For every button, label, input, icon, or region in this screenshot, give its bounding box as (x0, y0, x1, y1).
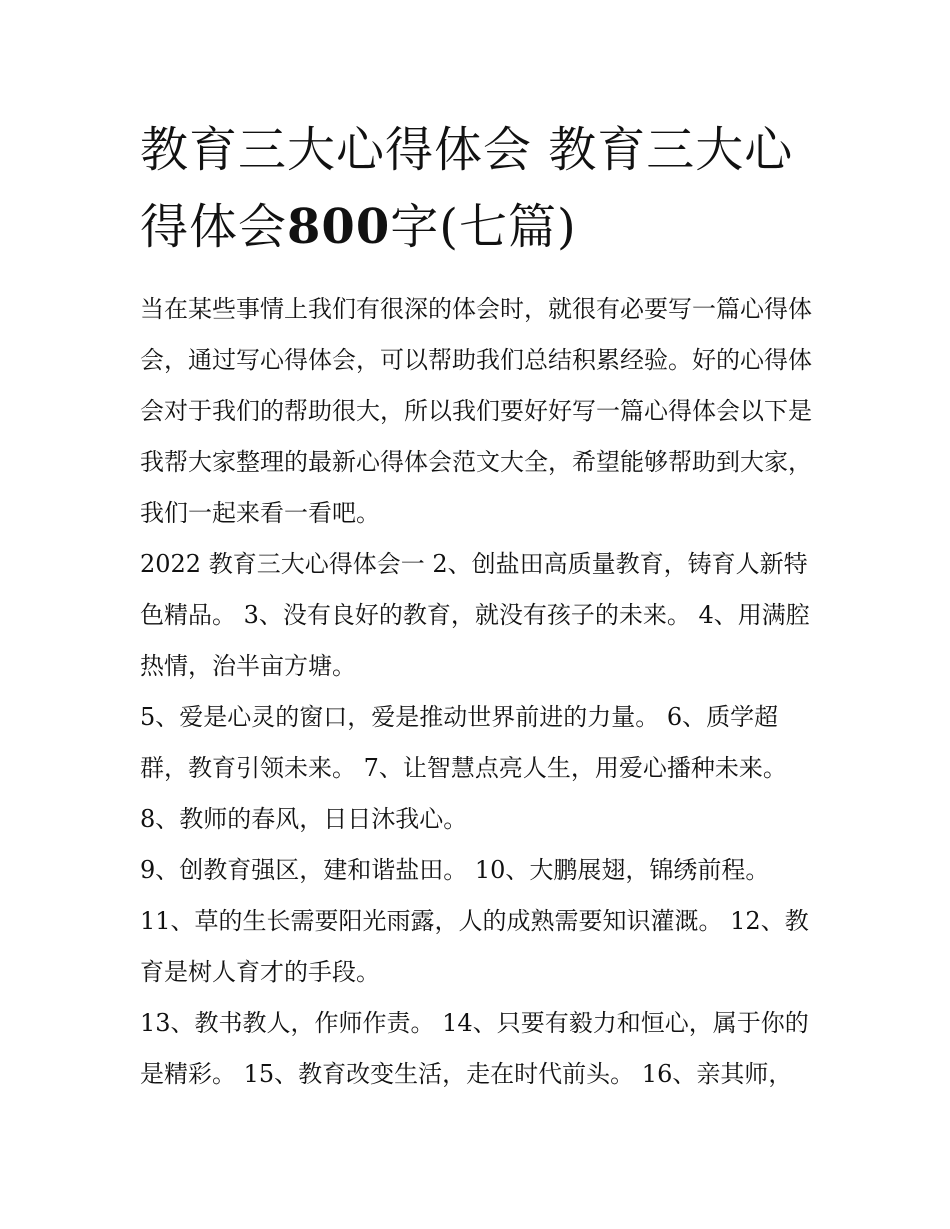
body-paragraph: 5、爱是心灵的窗口，爱是推动世界前进的力量。 6、质学超群，教育引领未来。 7、让智慧点亮人生，用爱心播种未来。 (140, 703, 787, 782)
title-number: 800 (287, 199, 391, 255)
title-suffix: 字(七篇) (390, 199, 577, 255)
body-paragraph: 13、教书教人，作师作责。 14、只要有毅力和恒心，属于你的是精彩。 15、教育改变生活，走在时代前头。 16、亲其师， (140, 1009, 809, 1088)
title-text: 教育三大心得体会 教育三大心得体会 (140, 122, 794, 255)
document-page (140, 112, 812, 1100)
document-title (140, 112, 812, 266)
intro-paragraph: 当在某些事情上我们有很深的体会时，就很有必要写一篇心得体会，通过写心得体会，可以帮助我们总结积累经验。好的心得体会对于我们的帮助很大，所以我们要好好写一篇心得体会以下是我帮大家整理的最新心得体会范文大全，希望能够帮助到大家，我们一起来看一看吧。 (140, 295, 812, 527)
body-paragraph: 11、草的生长需要阳光雨露，人的成熟需要知识灌溉。 12、教育是树人育才的手段。 (140, 907, 809, 986)
body-paragraph: 8、教师的春风，日日沐我心。 (140, 805, 468, 833)
body-paragraph: 9、创教育强区，建和谐盐田。 10、大鹏展翅，锦绣前程。 (140, 856, 770, 884)
body-paragraph: 2022 教育三大心得体会一 2、创盐田高质量教育，铸育人新特色精品。 3、没有良好的教育，就没有孩子的未来。 4、用满腔热情，治半亩方塘。 (140, 550, 810, 680)
